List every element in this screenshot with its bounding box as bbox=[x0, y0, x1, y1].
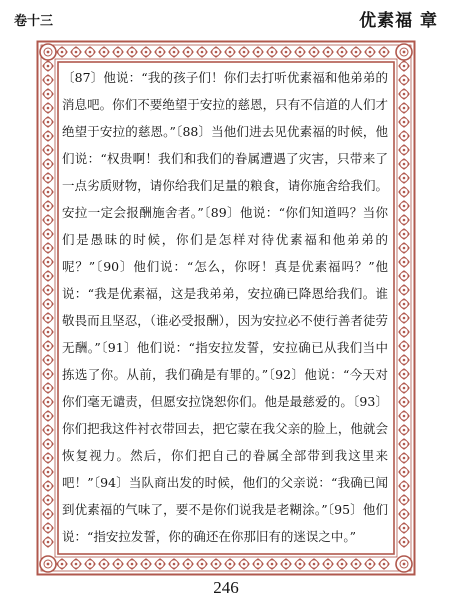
border-knot-motif bbox=[399, 103, 409, 113]
border-knot-motif bbox=[43, 145, 53, 155]
border-knot-motif bbox=[399, 397, 409, 407]
border-knot-motif bbox=[399, 355, 409, 365]
border-knot-motif bbox=[399, 299, 409, 309]
border-knot-motif bbox=[43, 257, 53, 267]
border-knot-motif bbox=[43, 285, 53, 295]
chapter-title: 优素福 章 bbox=[359, 11, 438, 31]
border-knot-motif bbox=[43, 117, 53, 127]
border-knot-motif bbox=[43, 327, 53, 337]
border-knot-motif bbox=[267, 47, 277, 57]
border-knot-motif bbox=[399, 327, 409, 337]
border-knot-motif bbox=[141, 47, 151, 57]
border-knot-motif bbox=[43, 61, 53, 71]
border-knot-motif bbox=[43, 425, 53, 435]
border-knot-motif bbox=[43, 243, 53, 253]
border-knot-motif bbox=[43, 215, 53, 225]
page-number: 246 bbox=[213, 578, 239, 597]
border-knot-motif bbox=[225, 47, 235, 57]
border-knot-motif bbox=[399, 523, 409, 533]
border-knot-motif bbox=[43, 383, 53, 393]
border-knot-motif bbox=[155, 47, 165, 57]
border-knot-motif bbox=[43, 131, 53, 141]
border-knot-motif bbox=[399, 201, 409, 211]
border-knot-motif bbox=[253, 47, 263, 57]
border-knot-motif bbox=[309, 47, 319, 57]
border-knot-motif bbox=[43, 187, 53, 197]
border-knot-motif bbox=[281, 47, 291, 57]
border-knot-motif bbox=[43, 103, 53, 113]
volume-label: 卷十三 bbox=[14, 14, 54, 29]
border-knot-motif bbox=[399, 383, 409, 393]
body-text: 〔87〕他说：“我的孩子们！你们去打听优素福和他弟弟的消息吧。你们不要绝望于安拉的慈恩，只有不信道的人们才绝望于安拉的慈恩。”〔88〕当他们进去见优素福的时候，他们说：“权贵啊！我们和我们的眷属遭遇了灾害，只带来了一点劣质财物，请你给我们足量的粮食，请你施舍给我们。安拉一定会报酬施舍者。”〔89〕他说：“你们知道吗？当你们是愚昧的时候，你们是怎样对待优素福和他弟弟的呢？”〔90〕他们说：“怎么，你呀！真是优素福吗？”他说：“我是优素福，这是我弟弟，安拉确已降恩给我们。谁敬畏而且坚忍，（谁必受报酬），因为安拉必不使行善者徒劳无酬。”〔91〕他们说：“指安拉发誓，安拉确已从我们当中拣选了你。从前，我们确是有罪的。”〔92〕他说：“今天对你们毫无谴责，但愿安拉饶恕你们。他是最慈爱的。〔93〕你们把我这件衬衣带回去，把它蒙在我父亲的脸上，他就会恢复视力。然后，你们把自己的眷属全部带到我这里来吧！”〔94〕当队商出发的时候，他们的父亲说：“我确已闻到优素福的气味了，要不是你们说我是老糊涂。”〔95〕他们说：“指安拉发誓，你的确还在你那旧有的迷误之中。” bbox=[62, 70, 388, 544]
border-knot-motif bbox=[43, 89, 53, 99]
border-knot-motif bbox=[43, 509, 53, 519]
border-knot-motif bbox=[57, 47, 67, 57]
border-knot-motif bbox=[43, 467, 53, 477]
border-knot-motif bbox=[399, 509, 409, 519]
corner-rosette-center bbox=[403, 51, 406, 54]
border-knot-motif bbox=[399, 537, 409, 547]
border-knot-motif bbox=[399, 257, 409, 267]
border-knot-motif bbox=[399, 467, 409, 477]
page-body bbox=[62, 64, 388, 562]
border-knot-motif bbox=[337, 47, 347, 57]
border-knot-motif bbox=[113, 47, 123, 57]
border-knot-motif bbox=[239, 47, 249, 57]
border-knot-motif bbox=[43, 201, 53, 211]
border-knot-motif bbox=[295, 47, 305, 57]
border-knot-motif bbox=[399, 495, 409, 505]
border-knot-motif bbox=[43, 481, 53, 491]
border-knot-motif bbox=[43, 313, 53, 323]
border-knot-motif bbox=[43, 341, 53, 351]
border-knot-motif bbox=[43, 537, 53, 547]
border-knot-motif bbox=[351, 47, 361, 57]
border-knot-motif bbox=[169, 47, 179, 57]
border-knot-motif bbox=[43, 299, 53, 309]
border-knot-motif bbox=[323, 47, 333, 57]
border-knot-motif bbox=[399, 75, 409, 85]
border-knot-motif bbox=[399, 369, 409, 379]
border-knot-motif bbox=[399, 425, 409, 435]
border-knot-motif bbox=[43, 355, 53, 365]
border-knot-motif bbox=[43, 439, 53, 449]
border-knot-motif bbox=[197, 47, 207, 57]
border-knot-motif bbox=[399, 243, 409, 253]
border-knot-motif bbox=[399, 159, 409, 169]
border-knot-motif bbox=[399, 173, 409, 183]
running-header bbox=[14, 6, 438, 32]
corner-rosette-center bbox=[403, 563, 406, 566]
border-knot-motif bbox=[399, 117, 409, 127]
border-knot-motif bbox=[399, 145, 409, 155]
border-knot-motif bbox=[399, 271, 409, 281]
border-knot-motif bbox=[399, 481, 409, 491]
border-knot-motif bbox=[183, 47, 193, 57]
border-knot-motif bbox=[43, 369, 53, 379]
corner-rosette-center bbox=[47, 563, 50, 566]
border-knot-motif bbox=[399, 341, 409, 351]
border-knot-motif bbox=[399, 215, 409, 225]
border-knot-motif bbox=[99, 47, 109, 57]
border-knot-motif bbox=[399, 131, 409, 141]
border-knot-motif bbox=[365, 47, 375, 57]
border-knot-motif bbox=[71, 47, 81, 57]
border-knot-motif bbox=[85, 47, 95, 57]
border-knot-motif bbox=[379, 47, 389, 57]
border-knot-motif bbox=[399, 411, 409, 421]
border-knot-motif bbox=[399, 285, 409, 295]
border-knot-motif bbox=[43, 495, 53, 505]
border-knot-motif bbox=[211, 47, 221, 57]
border-knot-motif bbox=[399, 89, 409, 99]
corner-rosette-center bbox=[47, 51, 50, 54]
border-knot-motif bbox=[127, 47, 137, 57]
border-knot-motif bbox=[399, 187, 409, 197]
border-knot-motif bbox=[43, 173, 53, 183]
border-knot-motif bbox=[43, 159, 53, 169]
border-knot-motif bbox=[399, 229, 409, 239]
border-knot-motif bbox=[399, 61, 409, 71]
border-knot-motif bbox=[43, 75, 53, 85]
border-knot-motif bbox=[399, 439, 409, 449]
border-knot-motif bbox=[43, 453, 53, 463]
border-knot-motif bbox=[43, 229, 53, 239]
border-knot-motif bbox=[43, 523, 53, 533]
border-knot-motif bbox=[43, 411, 53, 421]
border-knot-motif bbox=[399, 453, 409, 463]
border-knot-motif bbox=[43, 271, 53, 281]
border-knot-motif bbox=[43, 397, 53, 407]
border-knot-motif bbox=[399, 313, 409, 323]
